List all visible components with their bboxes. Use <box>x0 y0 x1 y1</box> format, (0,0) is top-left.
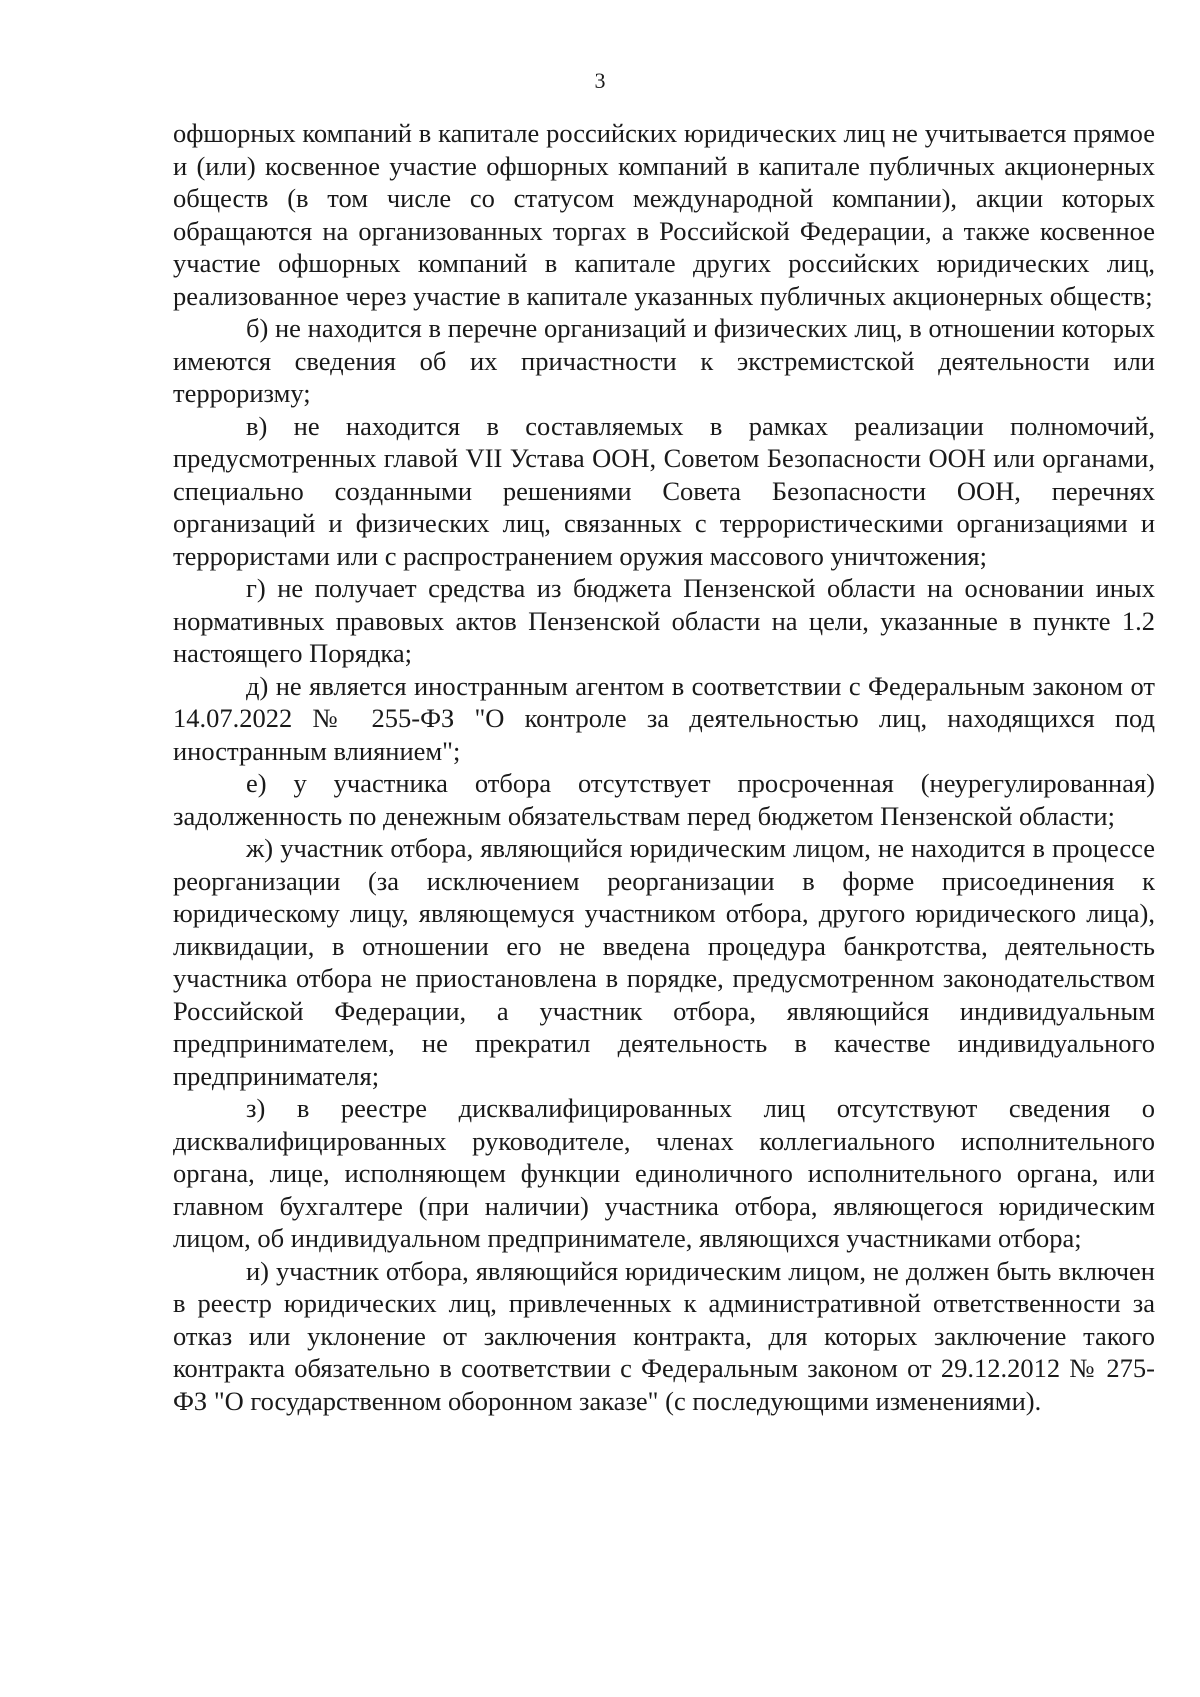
document-body <box>173 117 1155 1417</box>
paragraph-item-g: г) не получает средства из бюджета Пензенской области на основании иных нормативных правовых актов Пензенской области на цели, указанные в пункте 1.2 настоящего Порядка; <box>173 573 1155 668</box>
paragraph-item-z: з) в реестре дисквалифицированных лиц отсутствуют сведения о дисквалифицированных руководителе, членах коллегиального исполнительного органа, лице, исполняющем функции единоличного исполнительного органа, или главном бухгалтере (при наличии) участника отбора, являющегося юридическим лицом, об индивидуальном предпринимателе, являющихся участниками отбора; <box>173 1093 1155 1253</box>
paragraph-item-zh: ж) участник отбора, являющийся юридическим лицом, не находится в процессе реорганизации (за исключением реорганизации в форме присоединения к юридическому лицу, являющемуся участником отбора, другого юридического лица), ликвидации, в отношении его не введена процедура банкротства, деятельность участника отбора не приостановлена в порядке, предусмотренном законодательством Российской Федерации, а участник отбора, являющийся индивидуальным предпринимателем, не прекратил деятельность в качестве индивидуального предпринимателя; <box>173 833 1155 1091</box>
page-number: 3 <box>594 68 606 93</box>
paragraph-item-b: б) не находится в перечне организаций и физических лиц, в отношении которых имеются сведения об их причастности к экстремистской деятельности или терроризму; <box>173 313 1155 408</box>
paragraph-item-e: е) у участника отбора отсутствует просроченная (неурегулированная) задолженность по денежным обязательствам перед бюджетом Пензенской области; <box>173 768 1155 831</box>
paragraph-item-i: и) участник отбора, являющийся юридическим лицом, не должен быть включен в реестр юридических лиц, привлеченных к административной ответственности за отказ или уклонение от заключения контракта, для которых заключение такого контракта обязательно в соответствии с Федеральным законом от 29.12.2012 № 275-ФЗ "О государственном оборонном заказе" (с последующими изменениями). <box>173 1255 1155 1416</box>
paragraph-continuation: офшорных компаний в капитале российских юридических лиц не учитывается прямое и (или) косвенное участие офшорных компаний в капитале публичных акционерных обществ (в том числе со статусом международной компании), акции которых обращаются на организованных торгах в Российской Федерации, а также косвенное участие офшорных компаний в капитале других российских юридических лиц, реализованное через участие в капитале указанных публичных акционерных обществ; <box>173 118 1155 311</box>
paragraph-item-v: в) не находится в составляемых в рамках реализации полномочий, предусмотренных главой VII Устава ООН, Советом Безопасности ООН или органами, специально созданными решениями Совета Безопасности ООН, перечнях организаций и физических лиц, связанных с террористическими организациями и террористами или с распространением оружия массового уничтожения; <box>173 410 1155 571</box>
paragraph-item-d: д) не является иностранным агентом в соответствии с Федеральным законом от 14.07.2022 № 255-ФЗ "О контроле за деятельностью лиц, находящихся под иностранным влиянием"; <box>173 670 1155 766</box>
